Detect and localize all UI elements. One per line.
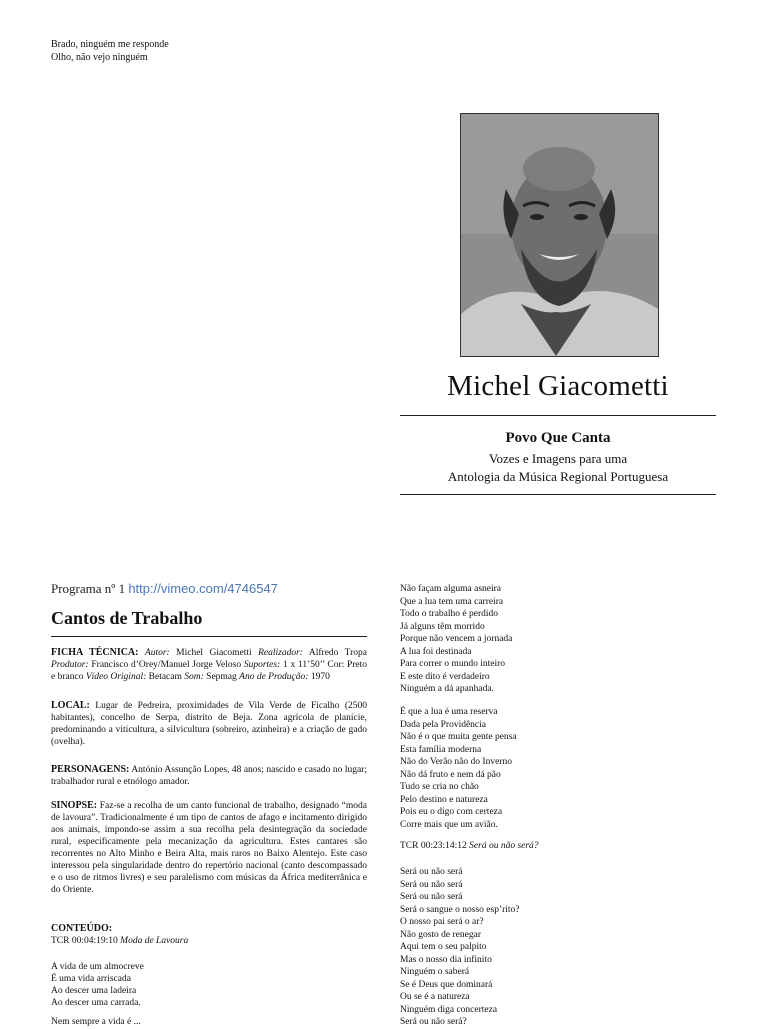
divider (400, 494, 716, 495)
series-subtitle-line1: Vozes e Imagens para uma (488, 451, 628, 466)
verse-line: Se é Deus que dominará (400, 979, 493, 990)
video-label: Vídeo Original: (85, 672, 147, 682)
realizador-label: Realizador: (258, 648, 303, 658)
divider (51, 636, 367, 637)
sinopse-paragraph (51, 800, 367, 896)
vimeo-link[interactable]: http://vimeo.com/4746547 (128, 581, 278, 596)
author-name: Michel Giacometti (447, 370, 669, 402)
footer-partial-line: Nem sempre a vida é ... (51, 1017, 141, 1027)
verse-line: Não é o que muita gente pensa (400, 732, 517, 742)
right-verse-3 (400, 866, 730, 1029)
realizador-value: Alfredo Tropa (308, 648, 368, 658)
verse-line: Será ou não será? (400, 1017, 467, 1027)
verse-line: Já alguns têm morrido (400, 621, 485, 632)
verse-line: Ninguém o saberá (400, 967, 470, 977)
verse-line: Pelo destino e natureza (400, 794, 488, 805)
verse-line: Aqui tem o seu palpito (400, 942, 487, 952)
local-paragraph (51, 700, 367, 748)
personagens-paragraph (51, 764, 367, 788)
right-verse-1 (400, 583, 730, 696)
verse-line: O nosso pai será o ar? (400, 917, 484, 927)
portrait-illustration (461, 114, 658, 356)
top-verse-line: Olho, não vejo ninguém (51, 52, 148, 63)
tcr-line (400, 840, 730, 853)
ano-value: 1970 (310, 672, 330, 682)
som-value: Sepmag (206, 672, 237, 682)
video-value: Betacam (148, 672, 182, 682)
local-label: LOCAL: (51, 700, 90, 711)
personagens-text: António Assunção Lopes, 48 anos; nascido e casado no lugar; trabalhador rural e etnólogo amador. (51, 765, 367, 787)
som-label: Som: (184, 672, 204, 682)
personagens-label: PERSONAGENS: (51, 764, 130, 775)
tcr-title: Será ou não será? (469, 841, 539, 851)
verse-line: Todo o trabalho é perdido (400, 609, 499, 619)
top-verse (51, 38, 169, 64)
verse-line: Ao descer uma carrada. (51, 998, 141, 1008)
verse-line: Que a lua tem uma carreira (400, 596, 504, 607)
verse-line: Esta família moderna (400, 744, 482, 755)
verse-line: Dada pela Providência (400, 719, 486, 730)
verse-line: Corre mais que um avião. (400, 819, 498, 830)
verse-line: Não façam alguma asneira (400, 584, 502, 594)
autor-value: Michel Giacometti (176, 648, 252, 658)
verse-line: Porque não vencem a jornada (400, 634, 513, 644)
verse-line: Ao descer uma ladeira (51, 986, 137, 996)
suportes-value: 1 x 11’50’’ Cor: Preto e branco (51, 660, 368, 682)
suportes-label: Suportes: (243, 660, 281, 670)
verse-line: Tudo se cria no chão (400, 782, 479, 792)
conteudo-section (51, 923, 367, 947)
ficha-label: FICHA TÉCNICA: (51, 647, 139, 658)
programa-line (51, 581, 278, 597)
verse-line: Para correr o mundo inteiro (400, 659, 505, 669)
top-verse-line: Brado, ninguém me responde (51, 39, 169, 50)
page-title: Cantos de Trabalho (51, 608, 203, 628)
verse-line: Será o sangue o nosso esp’rito? (400, 904, 520, 915)
verse-line: A lua foi destinada (400, 646, 472, 657)
verse-line: Será ou não será (400, 879, 463, 890)
conteudo-tcr: TCR 00:04:19:10 (51, 936, 118, 946)
verse-line: A vida de um almocreve (51, 962, 144, 972)
verse-line: Ninguém diga concerteza (400, 1004, 498, 1015)
sinopse-text: Faz-se a recolha de um canto funcional de trabalho, designado “moda de lavoura”. Tradicionalmente é um tipo de cantos de afago e incitamento dirigido aos animais, impondo-se assim a sua recolha pela desintegração da sociedade rural, especificamente pela mecanização da agricultura. Estes cantares são recorrentes no Alto Minho e Beira Alta, mais raros no Baixo Alentejo. Este caso interessou pela singularidade dentro do repertório nacional (canto descompassado e o uso de ritmos livres) e seu paralelismo com músicas da África mediterrânica e do Oriente. (51, 801, 367, 895)
conteudo-label: CONTEÚDO: (51, 923, 113, 934)
sinopse-label: SINOPSE: (51, 800, 98, 811)
verse-line: Será ou não será (400, 867, 463, 877)
ano-label: Ano de Produção: (239, 672, 309, 682)
verse-line: Não gosto de renegar (400, 929, 481, 940)
autor-label: Autor: (144, 648, 170, 658)
verse-line: Não dá fruto e nem dá pão (400, 769, 501, 780)
tcr-code: TCR 00:23:14:12 (400, 841, 467, 851)
verse-line: Não do Verão não do Inverno (400, 757, 512, 767)
local-text: Lugar de Pedreira, proximidades de Vila Verde de Ficalho (2500 habitantes), concelho de Serpa, distrito de Beja. Zona agrícola de planície, predominando a viticultura, a silvicultura (sobreiro, azinheira) e a criação de gado (ovelha). (51, 701, 368, 747)
conteudo-tcr-title: Moda de Lavoura (120, 936, 189, 946)
verse-line: Mas o nosso dia infinito (400, 954, 492, 965)
series-title: Povo Que Canta (505, 430, 611, 446)
left-verse (51, 961, 367, 1009)
right-verse-2 (400, 706, 730, 831)
produtor-value: Francisco d’Orey/Manuel Jorge Veloso (91, 660, 242, 670)
ficha-tecnica (51, 647, 367, 683)
series-subtitle-line2: Antologia da Música Regional Portuguesa (447, 469, 669, 484)
verse-line: Pois eu o digo com certeza (400, 807, 503, 817)
produtor-label: Produtor: (51, 660, 89, 670)
verse-line: Ninguém a dá apanhada. (400, 684, 494, 694)
verse-line: É que a lua é uma reserva (400, 707, 498, 717)
programa-label: Programa nº 1 (51, 581, 126, 596)
verse-line: Será ou não será (400, 892, 463, 902)
divider (400, 415, 716, 416)
verse-line: E este dito é verdadeiro (400, 671, 490, 682)
verse-line: Ou se é a natureza (400, 992, 470, 1002)
verse-line: É uma vida arriscada (51, 974, 131, 984)
portrait-photo (460, 113, 659, 357)
